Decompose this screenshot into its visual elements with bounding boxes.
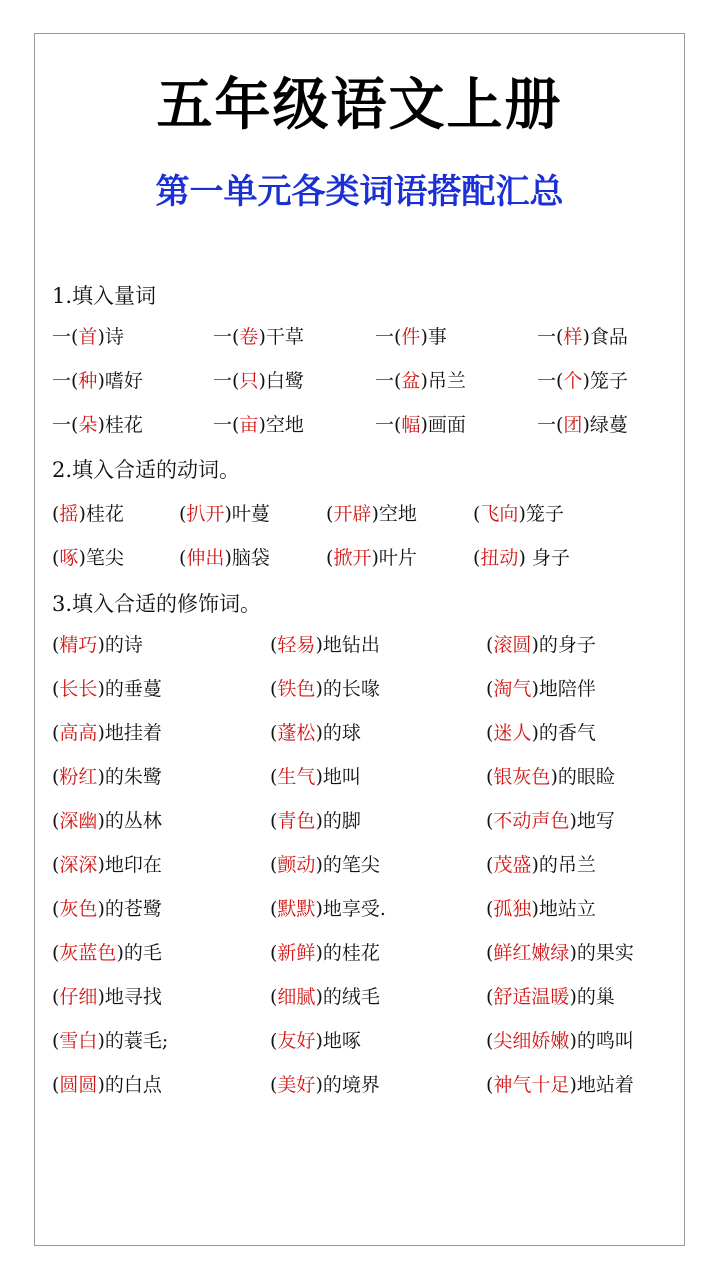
target-phrase: )吊兰	[420, 370, 466, 392]
answer-word: 细腻	[277, 986, 316, 1008]
word-row	[0, 499, 719, 529]
bracket-prefix: (	[52, 986, 60, 1008]
word-pair	[270, 630, 380, 660]
answer-word: 淘气	[493, 678, 532, 700]
answer-word: 种	[78, 370, 98, 392]
answer-word: 神气十足	[493, 1074, 570, 1096]
word-pair	[52, 1026, 168, 1056]
word-pair	[473, 499, 564, 529]
target-phrase: )的香气	[531, 722, 596, 744]
word-row	[0, 366, 719, 396]
answer-word: 深深	[59, 854, 98, 876]
word-pair	[213, 322, 304, 352]
target-phrase: )地站立	[531, 898, 596, 920]
bracket-prefix: (	[270, 854, 278, 876]
bracket-prefix: (	[52, 722, 60, 744]
bracket-prefix: (	[486, 942, 494, 964]
word-row	[0, 630, 719, 660]
bracket-prefix: (	[52, 678, 60, 700]
answer-word: 舒适温暖	[493, 986, 570, 1008]
bracket-prefix: 一(	[537, 414, 564, 436]
target-phrase: )的诗	[97, 634, 143, 656]
bracket-prefix: (	[52, 1030, 60, 1052]
target-phrase: )地啄	[315, 1030, 361, 1052]
section-heading: 3.填入合适的修饰词。	[52, 592, 262, 616]
word-pair	[270, 718, 361, 748]
answer-word: 扭动	[480, 547, 519, 569]
target-phrase: )地钻出	[315, 634, 380, 656]
word-pair	[326, 499, 417, 529]
answer-word: 茂盛	[493, 854, 532, 876]
word-row	[0, 806, 719, 836]
word-pair	[179, 499, 270, 529]
target-phrase: )地写	[569, 810, 615, 832]
target-phrase: )事	[420, 326, 447, 348]
word-pair	[52, 366, 143, 396]
target-phrase: )的境界	[315, 1074, 380, 1096]
answer-word: 滚圆	[493, 634, 532, 656]
word-pair	[270, 762, 361, 792]
bracket-prefix: (	[270, 810, 278, 832]
word-pair	[270, 850, 380, 880]
target-phrase: )的鸣叫	[569, 1030, 634, 1052]
target-phrase: )的脚	[315, 810, 361, 832]
target-phrase: )的身子	[531, 634, 596, 656]
word-pair	[486, 630, 596, 660]
target-phrase: )的毛	[116, 942, 162, 964]
word-pair	[270, 982, 380, 1012]
target-phrase: )的笔尖	[315, 854, 380, 876]
word-row	[0, 410, 719, 440]
answer-word: 生气	[277, 766, 316, 788]
bracket-prefix: (	[326, 503, 334, 525]
answer-word: 摇	[59, 503, 79, 525]
word-pair	[486, 894, 596, 924]
target-phrase: )的丛林	[97, 810, 162, 832]
answer-word: 样	[563, 326, 583, 348]
answer-word: 孤独	[493, 898, 532, 920]
answer-word: 飞向	[480, 503, 519, 525]
word-pair	[52, 630, 143, 660]
word-pair	[537, 410, 628, 440]
answer-word: 团	[563, 414, 583, 436]
word-pair	[270, 938, 380, 968]
target-phrase: )诗	[97, 326, 124, 348]
answer-word: 只	[239, 370, 259, 392]
word-pair	[52, 982, 162, 1012]
answer-word: 仔细	[59, 986, 98, 1008]
word-pair	[179, 543, 270, 573]
word-pair	[213, 366, 304, 396]
word-pair	[537, 322, 628, 352]
target-phrase: )绿蔓	[582, 414, 628, 436]
answer-word: 朵	[78, 414, 98, 436]
target-phrase: )干草	[258, 326, 304, 348]
bracket-prefix: 一(	[375, 414, 402, 436]
word-pair	[52, 322, 124, 352]
answer-word: 啄	[59, 547, 79, 569]
bracket-prefix: 一(	[52, 326, 79, 348]
target-phrase: )的巢	[569, 986, 615, 1008]
target-phrase: )叶片	[371, 547, 417, 569]
bracket-prefix: (	[179, 503, 187, 525]
bracket-prefix: (	[270, 986, 278, 1008]
target-phrase: )地挂着	[97, 722, 162, 744]
word-row	[0, 1026, 719, 1056]
target-phrase: )白鹭	[258, 370, 304, 392]
answer-word: 默默	[277, 898, 316, 920]
answer-word: 开辟	[333, 503, 372, 525]
bracket-prefix: (	[486, 810, 494, 832]
bracket-prefix: (	[52, 854, 60, 876]
word-row	[0, 938, 719, 968]
target-phrase: )地寻找	[97, 986, 162, 1008]
word-pair	[375, 322, 447, 352]
answer-word: 鲜红嫩绿	[493, 942, 570, 964]
bracket-prefix: 一(	[213, 414, 240, 436]
word-row	[0, 322, 719, 352]
word-row	[0, 762, 719, 792]
bracket-prefix: 一(	[213, 370, 240, 392]
word-pair	[52, 674, 162, 704]
page-subtitle: 第一单元各类词语搭配汇总	[155, 172, 564, 212]
target-phrase: )食品	[582, 326, 628, 348]
answer-word: 卷	[239, 326, 259, 348]
bracket-prefix: (	[486, 1074, 494, 1096]
target-phrase: )的蓑毛;	[97, 1030, 169, 1052]
word-pair	[52, 718, 162, 748]
answer-word: 伸出	[186, 547, 225, 569]
word-pair	[486, 1070, 634, 1100]
target-phrase: )的白点	[97, 1074, 162, 1096]
bracket-prefix: (	[486, 986, 494, 1008]
target-phrase: )桂花	[97, 414, 143, 436]
bracket-prefix: (	[270, 678, 278, 700]
word-pair	[52, 762, 162, 792]
target-phrase: )的朱鹭	[97, 766, 162, 788]
bracket-prefix: (	[473, 547, 481, 569]
answer-word: 精巧	[59, 634, 98, 656]
bracket-prefix: (	[52, 942, 60, 964]
answer-word: 幅	[401, 414, 421, 436]
word-row	[0, 982, 719, 1012]
word-row	[0, 674, 719, 704]
word-row	[0, 718, 719, 748]
word-pair	[326, 543, 417, 573]
section-heading: 2.填入合适的动词。	[52, 458, 241, 482]
target-phrase: )嗜好	[97, 370, 143, 392]
word-row	[0, 850, 719, 880]
bracket-prefix: (	[270, 766, 278, 788]
bracket-prefix: (	[486, 634, 494, 656]
word-row	[0, 1070, 719, 1100]
target-phrase: )的球	[315, 722, 361, 744]
bracket-prefix: (	[486, 766, 494, 788]
answer-word: 粉红	[59, 766, 98, 788]
word-row	[0, 543, 719, 573]
target-phrase: )的桂花	[315, 942, 380, 964]
answer-word: 尖细娇嫩	[493, 1030, 570, 1052]
target-phrase: )地印在	[97, 854, 162, 876]
word-pair	[52, 850, 162, 880]
bracket-prefix: (	[473, 503, 481, 525]
target-phrase: ) 身子	[518, 547, 570, 569]
answer-word: 扒开	[186, 503, 225, 525]
bracket-prefix: (	[486, 678, 494, 700]
word-pair	[52, 1070, 162, 1100]
answer-word: 长长	[59, 678, 98, 700]
word-pair	[473, 543, 570, 573]
answer-word: 灰色	[59, 898, 98, 920]
bracket-prefix: (	[270, 1030, 278, 1052]
answer-word: 亩	[239, 414, 259, 436]
word-pair	[486, 982, 615, 1012]
word-pair	[270, 674, 380, 704]
answer-word: 首	[78, 326, 98, 348]
word-pair	[270, 1070, 380, 1100]
bracket-prefix: (	[179, 547, 187, 569]
answer-word: 青色	[277, 810, 316, 832]
answer-word: 雪白	[59, 1030, 98, 1052]
bracket-prefix: (	[486, 722, 494, 744]
word-pair	[486, 806, 615, 836]
target-phrase: )的吊兰	[531, 854, 596, 876]
bracket-prefix: (	[270, 634, 278, 656]
target-phrase: )地站着	[569, 1074, 634, 1096]
answer-word: 颤动	[277, 854, 316, 876]
bracket-prefix: 一(	[375, 326, 402, 348]
answer-word: 圆圆	[59, 1074, 98, 1096]
answer-word: 美好	[277, 1074, 316, 1096]
bracket-prefix: (	[52, 634, 60, 656]
bracket-prefix: (	[326, 547, 334, 569]
bracket-prefix: (	[270, 722, 278, 744]
target-phrase: )的眼睑	[550, 766, 615, 788]
page-title: 五年级语文上册	[156, 73, 563, 138]
target-phrase: )画面	[420, 414, 466, 436]
bracket-prefix: 一(	[537, 326, 564, 348]
bracket-prefix: 一(	[537, 370, 564, 392]
answer-word: 不动声色	[493, 810, 570, 832]
target-phrase: )的长喙	[315, 678, 380, 700]
target-phrase: )地叫	[315, 766, 361, 788]
answer-word: 深幽	[59, 810, 98, 832]
target-phrase: )叶蔓	[224, 503, 270, 525]
bracket-prefix: 一(	[52, 370, 79, 392]
target-phrase: )的垂蔓	[97, 678, 162, 700]
bracket-prefix: (	[270, 1074, 278, 1096]
answer-word: 轻易	[277, 634, 316, 656]
bracket-prefix: (	[52, 1074, 60, 1096]
answer-word: 迷人	[493, 722, 532, 744]
word-pair	[486, 674, 596, 704]
section-heading: 1.填入量词	[52, 284, 157, 308]
bracket-prefix: (	[270, 942, 278, 964]
word-pair	[52, 806, 162, 836]
word-pair	[270, 1026, 361, 1056]
target-phrase: )的绒毛	[315, 986, 380, 1008]
target-phrase: )空地	[371, 503, 417, 525]
bracket-prefix: (	[52, 766, 60, 788]
word-pair	[486, 938, 634, 968]
word-pair	[52, 894, 162, 924]
target-phrase: )空地	[258, 414, 304, 436]
bracket-prefix: 一(	[52, 414, 79, 436]
bracket-prefix: 一(	[375, 370, 402, 392]
word-pair	[52, 938, 162, 968]
word-pair	[270, 806, 361, 836]
bracket-prefix: (	[52, 547, 60, 569]
answer-word: 新鲜	[277, 942, 316, 964]
answer-word: 友好	[277, 1030, 316, 1052]
target-phrase: )的苍鹭	[97, 898, 162, 920]
target-phrase: )地陪伴	[531, 678, 596, 700]
bracket-prefix: (	[52, 898, 60, 920]
word-pair	[52, 499, 124, 529]
word-pair	[486, 850, 596, 880]
bracket-prefix: (	[52, 810, 60, 832]
target-phrase: )笔尖	[78, 547, 124, 569]
target-phrase: )脑袋	[224, 547, 270, 569]
target-phrase: )笼子	[582, 370, 628, 392]
bracket-prefix: 一(	[213, 326, 240, 348]
answer-word: 件	[401, 326, 421, 348]
target-phrase: )笼子	[518, 503, 564, 525]
word-pair	[486, 1026, 634, 1056]
word-pair	[486, 718, 596, 748]
answer-word: 蓬松	[277, 722, 316, 744]
answer-word: 银灰色	[493, 766, 551, 788]
word-pair	[375, 366, 466, 396]
answer-word: 高高	[59, 722, 98, 744]
word-pair	[537, 366, 628, 396]
answer-word: 个	[563, 370, 583, 392]
bracket-prefix: (	[486, 854, 494, 876]
answer-word: 盆	[401, 370, 421, 392]
word-pair	[486, 762, 615, 792]
word-row	[0, 894, 719, 924]
bracket-prefix: (	[486, 1030, 494, 1052]
word-pair	[213, 410, 304, 440]
bracket-prefix: (	[270, 898, 278, 920]
answer-word: 铁色	[277, 678, 316, 700]
word-pair	[52, 543, 124, 573]
bracket-prefix: (	[52, 503, 60, 525]
word-pair	[375, 410, 466, 440]
target-phrase: )桂花	[78, 503, 124, 525]
word-pair	[270, 894, 386, 924]
target-phrase: )的果实	[569, 942, 634, 964]
word-pair	[52, 410, 143, 440]
answer-word: 灰蓝色	[59, 942, 117, 964]
answer-word: 掀开	[333, 547, 372, 569]
target-phrase: )地享受.	[315, 898, 386, 920]
bracket-prefix: (	[486, 898, 494, 920]
